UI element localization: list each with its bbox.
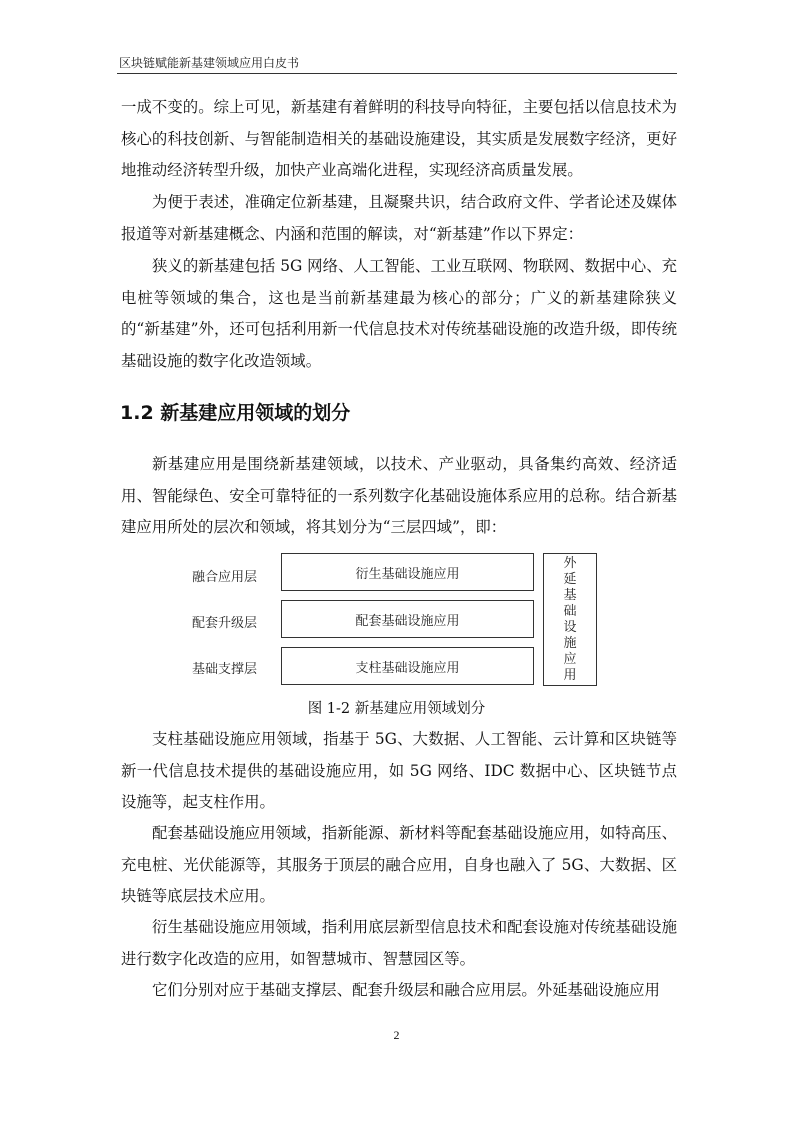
layer-label-supporting: 配套升级层 xyxy=(192,616,258,631)
running-header: 区块链赋能新基建领域应用白皮书 xyxy=(119,56,300,70)
paragraph-5: 支柱基础设施应用领域，指基于 5G、大数据、人工智能、云计算和区块链等新一代信息技术提供的基础设施应用，如 5G 网络、IDC 数据中心、区块链节点设施等，起支柱作用。 xyxy=(121,730,677,811)
paragraph-3: 狭义的新基建包括 5G 网络、人工智能、工业互联网、物联网、数据中心、充电桩等领域的集合，这也是当前新基建最为核心的部分；广义的新基建除狭义的“新基建”外，还可包括利用新一代信息技术对传统基础设施的改造升级，即传统基础设施的数字化改造领域。 xyxy=(121,257,677,370)
page-number: 2 xyxy=(393,1028,400,1042)
paragraph-8: 它们分别对应于基础支撑层、配套升级层和融合应用层。外延基础设施应用 xyxy=(152,981,660,999)
extended-infrastructure-label: 外延基础设施应用 xyxy=(563,555,577,683)
paragraph-4: 新基建应用是围绕新基建领域，以技术、产业驱动，具备集约高效、经济适用、智能绿色、安全可靠特征的一系列数字化基础设施体系应用的总称。结合新基建应用所处的层次和领域，将其划分为“三层四域”，即： xyxy=(121,455,677,536)
box-supporting-infrastructure: 配套基础设施应用 xyxy=(281,600,534,638)
paragraph-2: 为便于表述，准确定位新基建，且凝聚共识，结合政府文件、学者论述及媒体报道等对新基建概念、内涵和范围的解读，对“新基建”作以下界定： xyxy=(121,193,677,243)
box-extended-infrastructure xyxy=(543,553,597,686)
section-heading: 1.2 新基建应用领域的划分 xyxy=(120,402,351,424)
paragraph-1: 一成不变的。综上可见，新基建有着鲜明的科技导向特征，主要包括以信息技术为核心的科技创新、与智能制造相关的基础设施建设，其实质是发展数字经济，更好地推动经济转型升级，加快产业高端化进程，实现经济高质量发展。 xyxy=(121,98,677,179)
header-rule xyxy=(117,73,677,74)
figure-caption: 图 1-2 新基建应用领域划分 xyxy=(307,701,486,717)
box-derived-infrastructure: 衍生基础设施应用 xyxy=(281,553,534,591)
paragraph-6: 配套基础设施应用领域，指新能源、新材料等配套基础设施应用，如特高压、充电桩、光伏能源等，其服务于顶层的融合应用，自身也融入了 5G、大数据、区块链等底层技术应用。 xyxy=(121,824,677,905)
layer-label-fusion: 融合应用层 xyxy=(192,570,258,585)
box-pillar-infrastructure: 支柱基础设施应用 xyxy=(281,647,534,685)
paragraph-7: 衍生基础设施应用领域，指利用底层新型信息技术和配套设施对传统基础设施进行数字化改造的应用，如智慧城市、智慧园区等。 xyxy=(121,918,677,968)
layer-label-base: 基础支撑层 xyxy=(192,662,258,677)
